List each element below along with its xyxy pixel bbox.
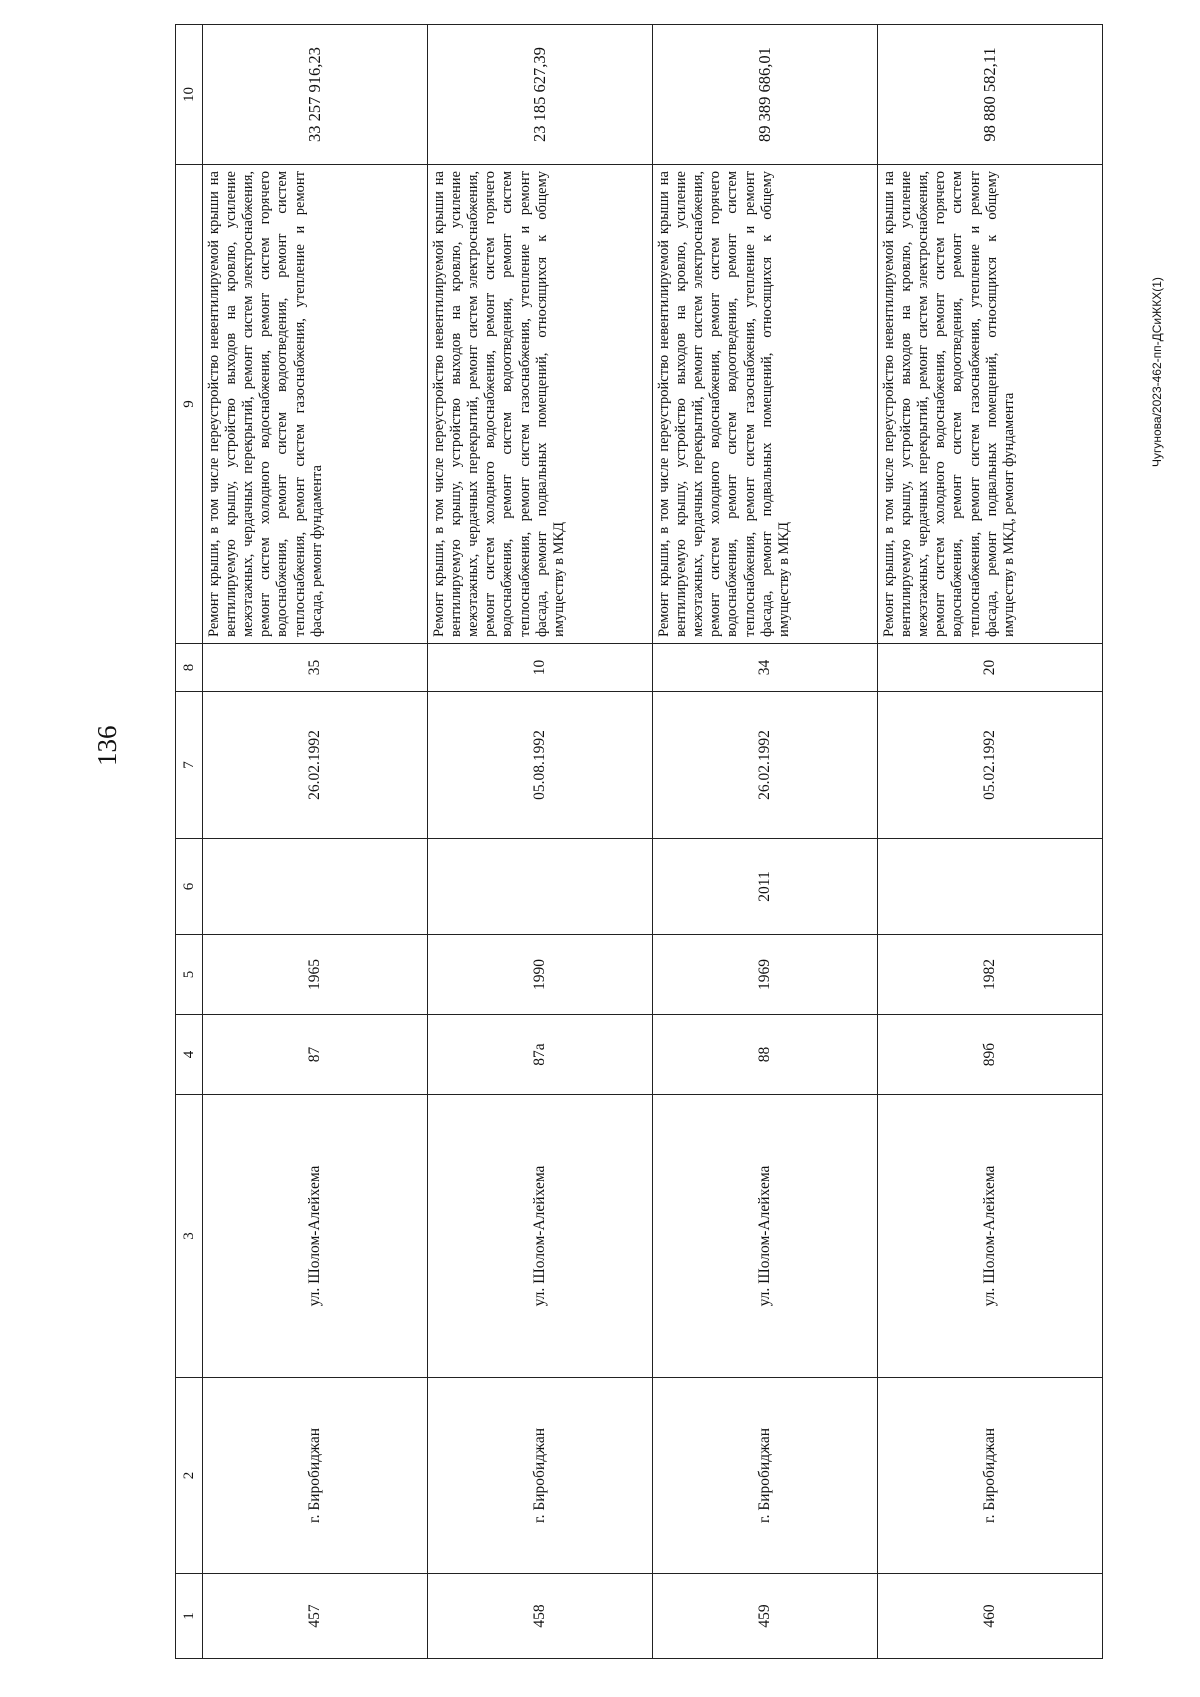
- header-row: [176, 25, 203, 1659]
- street-cell: ул. Шолом-Алейхема: [428, 1095, 653, 1378]
- header-cell: 8: [176, 644, 203, 692]
- city-cell: г. Биробиджан: [653, 1378, 878, 1574]
- street-cell: ул. Шолом-Алейхема: [878, 1095, 1103, 1378]
- city-cell: г. Биробиджан: [203, 1378, 428, 1574]
- header-cell: 4: [176, 1015, 203, 1095]
- city-cell: г. Биробиджан: [878, 1378, 1103, 1574]
- header-cell: 3: [176, 1095, 203, 1378]
- amount-cell: 33 257 916,23: [203, 25, 428, 165]
- year-built-cell: 1990: [428, 935, 653, 1015]
- house-cell: 88: [653, 1015, 878, 1095]
- works-cell: Ремонт крыши, в том числе переустройство невентилируемой крыши на вентилируемую крышу, устройство выходов на кровлю, усиление межэтажных, чердачных перекрытий, ремонт систем электроснабжения, ремонт систем холодного водоснабжения, ремонт систем горячего водоснабжения, ремонт систем водоотведения, ремонт систем теплоснабжения, ремонт систем газоснабжения, утепление и ремонт фасада, ремонт подвальных помещений, относящихся к общему имуществу в МКД, ремонт фундамента: [878, 165, 1103, 644]
- row-number: 457: [203, 1574, 428, 1659]
- works-cell: Ремонт крыши, в том числе переустройство невентилируемой крыши на вентилируемую крышу, устройство выходов на кровлю, усиление межэтажных, чердачных перекрытий, ремонт систем электроснабжения, ремонт систем холодного водоснабжения, ремонт систем горячего водоснабжения, ремонт систем водоотведения, ремонт систем теплоснабжения, ремонт систем газоснабжения, утепление и ремонт фасада, ремонт подвальных помещений, относящихся к общему имуществу в МКД: [653, 165, 878, 644]
- year-built-cell: 1982: [878, 935, 1103, 1015]
- header-cell: 2: [176, 1378, 203, 1574]
- row-number: 458: [428, 1574, 653, 1659]
- house-cell: 87а: [428, 1015, 653, 1095]
- date-cell: 26.02.1992: [203, 692, 428, 839]
- street-cell: ул. Шолом-Алейхема: [653, 1095, 878, 1378]
- col8-cell: 35: [203, 644, 428, 692]
- col6-cell: [878, 839, 1103, 935]
- col8-cell: 34: [653, 644, 878, 692]
- amount-cell: 89 389 686,01: [653, 25, 878, 165]
- page-number: 136: [92, 725, 122, 766]
- house-cell: 89б: [878, 1015, 1103, 1095]
- col8-cell: 10: [428, 644, 653, 692]
- works-cell: Ремонт крыши, в том числе переустройство невентилируемой крыши на вентилируемую крышу, устройство выходов на кровлю, усиление межэтажных, чердачных перекрытий, ремонт систем электроснабжения, ремонт систем холодного водоснабжения, ремонт систем горячего водоснабжения, ремонт систем водоотведения, ремонт систем теплоснабжения, ремонт систем газоснабжения, утепление и ремонт фасада, ремонт фундамента: [203, 165, 428, 644]
- street-cell: ул. Шолом-Алейхема: [203, 1095, 428, 1378]
- table-row: [878, 25, 1103, 1659]
- works-cell: Ремонт крыши, в том числе переустройство невентилируемой крыши на вентилируемую крышу, устройство выходов на кровлю, усиление межэтажных, чердачных перекрытий, ремонт систем электроснабжения, ремонт систем холодного водоснабжения, ремонт систем горячего водоснабжения, ремонт систем водоотведения, ремонт систем теплоснабжения, ремонт систем газоснабжения, утепление и ремонт фасада, ремонт подвальных помещений, относящихся к общему имуществу в МКД: [428, 165, 653, 644]
- amount-cell: 23 185 627,39: [428, 25, 653, 165]
- year-built-cell: 1965: [203, 935, 428, 1015]
- document-code: Чугунова/2023-462-пп-ДСиЖКХ(1): [1150, 277, 1164, 467]
- house-cell: 87: [203, 1015, 428, 1095]
- table-row: [653, 25, 878, 1659]
- repair-program-table: [175, 25, 1081, 1659]
- header-cell: 5: [176, 935, 203, 1015]
- date-cell: 05.02.1992: [878, 692, 1103, 839]
- col8-cell: 20: [878, 644, 1103, 692]
- col6-cell: 2011: [653, 839, 878, 935]
- year-built-cell: 1969: [653, 935, 878, 1015]
- col6-cell: [428, 839, 653, 935]
- header-cell: 10: [176, 25, 203, 165]
- header-cell: 1: [176, 1574, 203, 1659]
- row-number: 460: [878, 1574, 1103, 1659]
- city-cell: г. Биробиджан: [428, 1378, 653, 1574]
- header-cell: 6: [176, 839, 203, 935]
- data-table: [175, 24, 1103, 1659]
- table-row: [203, 25, 428, 1659]
- col6-cell: [203, 839, 428, 935]
- amount-cell: 98 880 582,11: [878, 25, 1103, 165]
- row-number: 459: [653, 1574, 878, 1659]
- header-cell: 7: [176, 692, 203, 839]
- table-row: [428, 25, 653, 1659]
- date-cell: 26.02.1992: [653, 692, 878, 839]
- date-cell: 05.08.1992: [428, 692, 653, 839]
- header-cell: 9: [176, 165, 203, 644]
